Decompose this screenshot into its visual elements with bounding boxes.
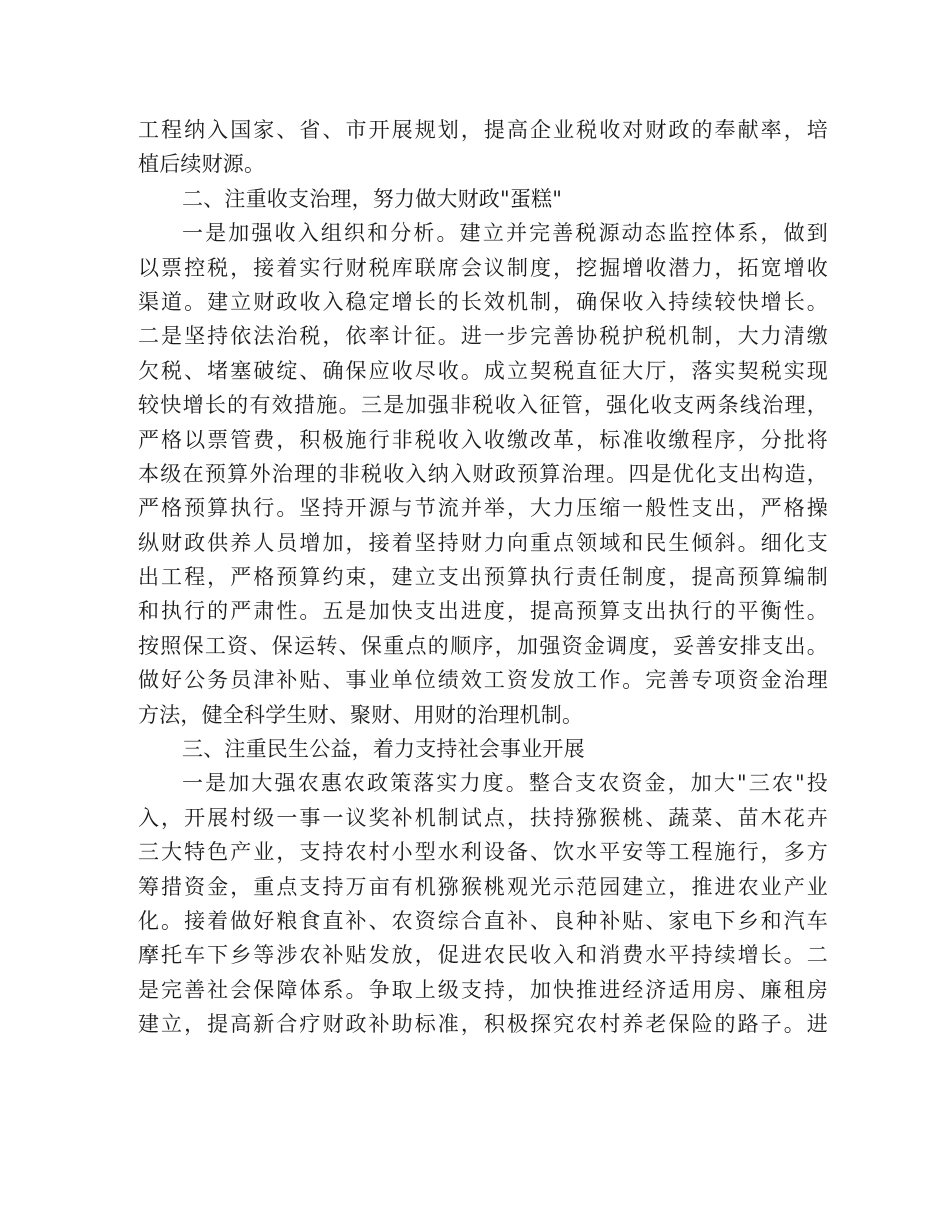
text-line: 较快增长的有效措施。三是加强非税收入征管，强化收支两条线治理，	[138, 393, 828, 418]
text-line: 出工程，严格预算约束，建立支出预算执行责任制度，提高预算编制	[138, 565, 828, 590]
text-line: 建立，提高新合疗财政补助标准，积极探究农村养老保险的路子。进	[138, 1012, 828, 1037]
text-line: 入，开展村级一事一议奖补机制试点，扶持猕猴桃、蔬菜、苗木花卉	[138, 805, 828, 830]
text-line: 严格以票管费，积极施行非税收入收缴改革，标准收缴程序，分批将	[138, 427, 828, 452]
text-line: 以票控税，接着实行财税库联席会议制度，挖掘增收潜力，拓宽增收	[138, 255, 828, 280]
text-line: 化。接着做好粮食直补、农资综合直补、良种补贴、家电下乡和汽车	[138, 908, 828, 933]
paragraph-first-line: 二、注重收支治理，努力做大财政"蛋糕"	[182, 186, 563, 211]
text-line: 摩托车下乡等涉农补贴发放，促进农民收入和消费水平持续增长。二	[138, 943, 828, 968]
paragraph-first-line: 一是加强收入组织和分析。建立并完善税源动态监控体系，做到	[182, 221, 828, 246]
text-line: 欠税、堵塞破绽、确保应收尽收。成立契税直征大厅，落实契税实现	[138, 358, 828, 383]
paragraph-first-line: 三、注重民生公益，着力支持社会事业开展	[182, 737, 585, 762]
text-line: 做好公务员津补贴、事业单位绩效工资发放工作。完善专项资金治理	[138, 668, 828, 693]
text-line: 和执行的严肃性。五是加快支出进度，提高预算支出执行的平衡性。	[138, 599, 828, 624]
text-line: 三大特色产业，支持农村小型水利设备、饮水平安等工程施行，多方	[138, 840, 828, 865]
text-line: 方法，健全科学生财、聚财、用财的治理机制。	[138, 702, 584, 727]
text-line: 渠道。建立财政收入稳定增长的长效机制，确保收入持续较快增长。	[138, 289, 828, 314]
text-line: 按照保工资、保运转、保重点的顺序，加强资金调度，妥善安排支出。	[138, 633, 828, 658]
text-line: 二是坚持依法治税，依率计征。进一步完善协税护税机制，大力清缴	[138, 324, 828, 349]
text-line: 纵财政供养人员增加，接着坚持财力向重点领域和民生倾斜。细化支	[138, 530, 828, 555]
text-line: 是完善社会保障体系。争取上级支持，加快推进经济适用房、廉租房	[138, 977, 828, 1002]
paragraph-first-line: 一是加大强农惠农政策落实力度。整合支农资金，加大"三农"投	[182, 771, 828, 796]
body-text	[138, 113, 828, 1042]
text-line: 筹措资金，重点支持万亩有机猕猴桃观光示范园建立，推进农业产业	[138, 874, 828, 899]
text-line: 严格预算执行。坚持开源与节流并举，大力压缩一般性支出，严格操	[138, 496, 828, 521]
text-line: 工程纳入国家、省、市开展规划，提高企业税收对财政的奉献率，培	[138, 118, 828, 142]
text-line: 本级在预算外治理的非税收入纳入财政预算治理。四是优化支出构造，	[138, 461, 828, 486]
text-line: 植后续财源。	[138, 152, 266, 177]
